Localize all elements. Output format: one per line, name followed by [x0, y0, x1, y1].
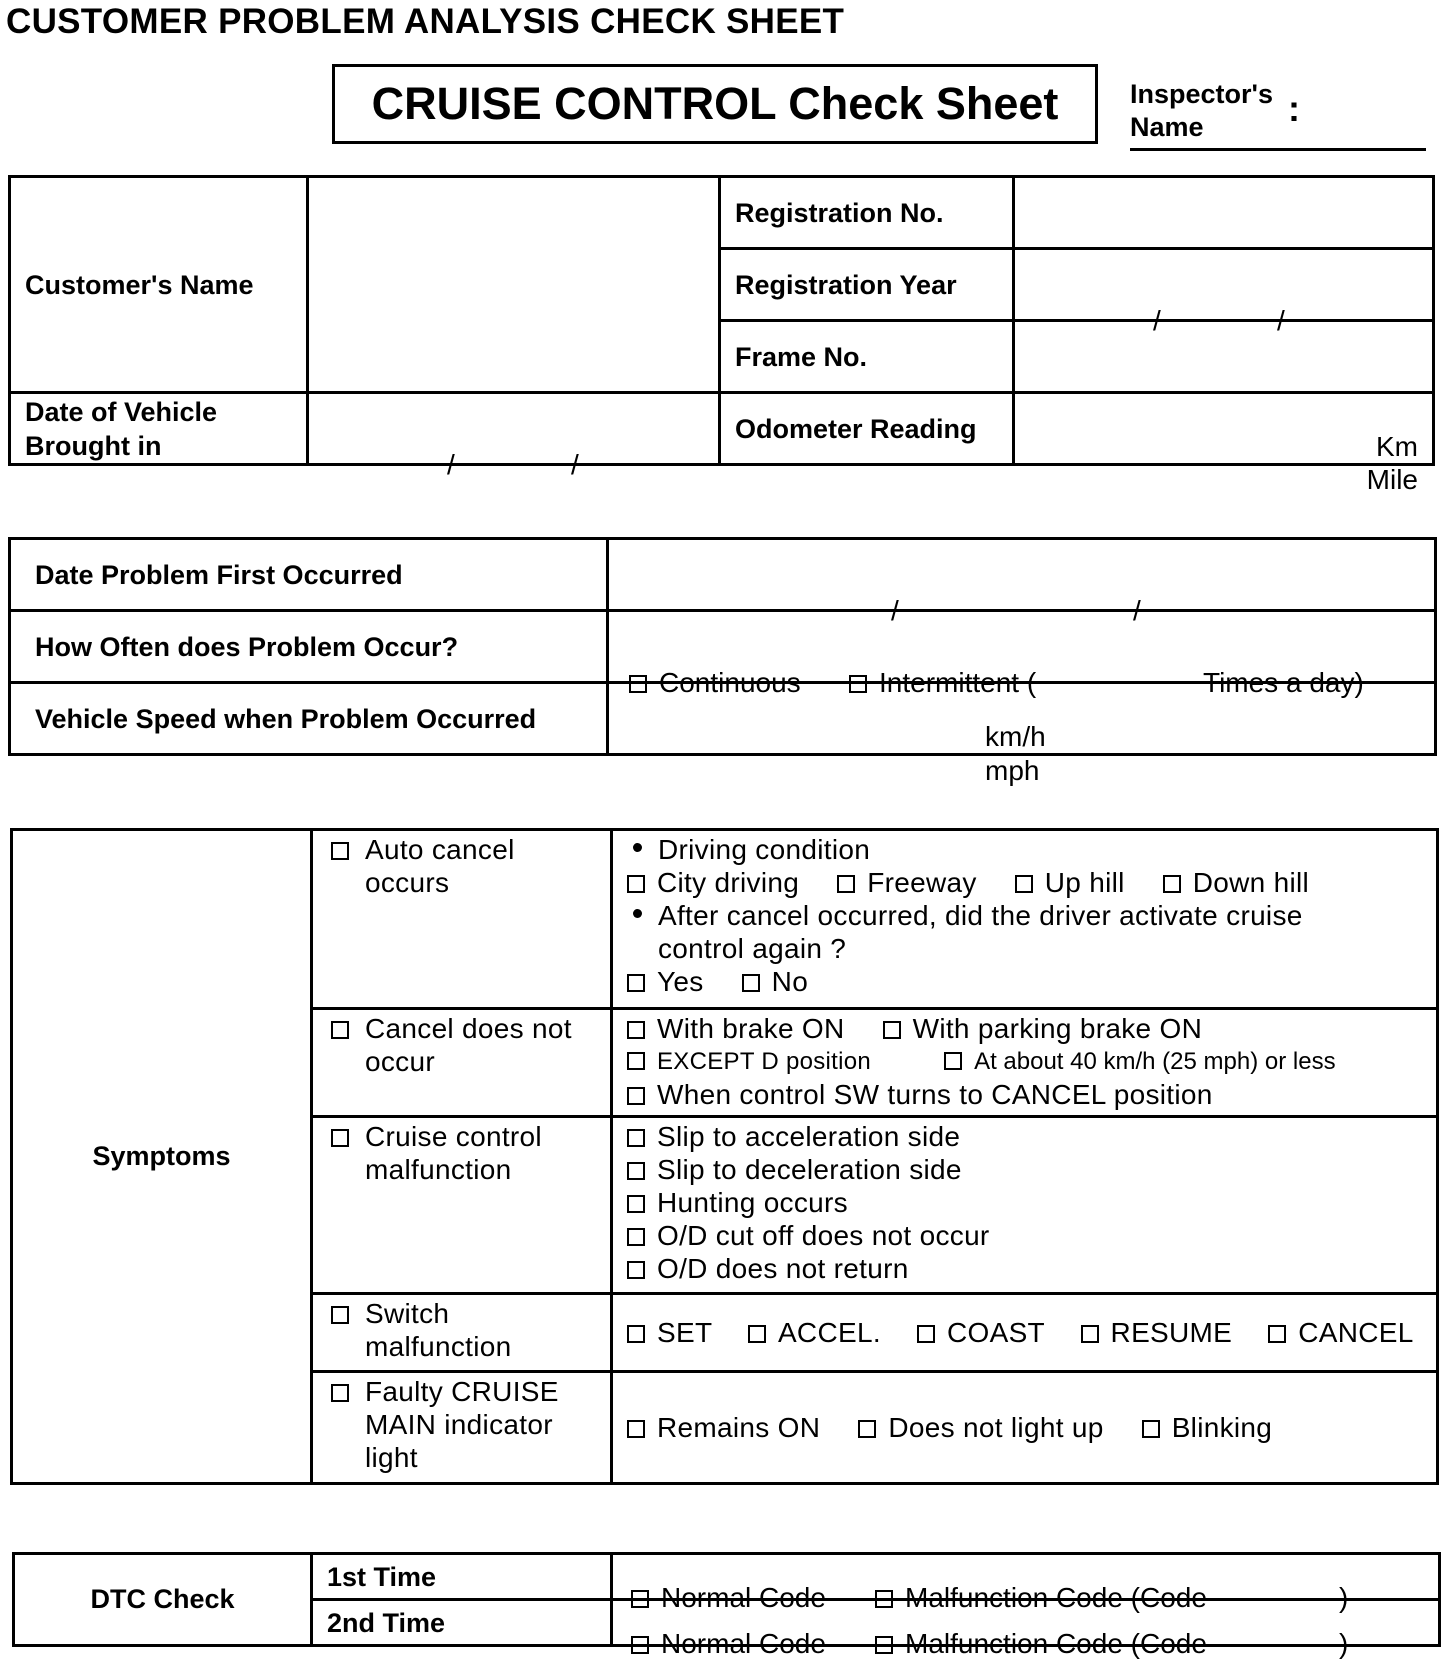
customer-name-label: Customer's Name [10, 177, 308, 393]
how-often-label: How Often does Problem Occur? [10, 611, 608, 683]
date-first-occurred-label: Date Problem First Occurred [10, 539, 608, 611]
freeway-label: Freeway [867, 867, 977, 898]
not-light-label: Does not light up [888, 1412, 1104, 1443]
checkbox-icon[interactable] [627, 1325, 645, 1343]
checkbox-icon[interactable] [627, 1261, 645, 1279]
no-label: No [771, 966, 809, 997]
vehicle-speed-label: Vehicle Speed when Problem Occurred [10, 683, 608, 755]
continuous-label: Continuous [659, 666, 801, 698]
dtc-first-time-field [612, 1554, 1440, 1613]
auto-cancel-symptom [312, 830, 612, 1009]
yes-label: Yes [657, 966, 704, 997]
except-d-option[interactable] [627, 1048, 871, 1075]
after-cancel-question-line2: control again ? [658, 933, 847, 964]
cancel-not-occur-line1: Cancel does not [365, 1013, 572, 1044]
frame-no-field[interactable] [1014, 321, 1434, 393]
cancel-not-occur-details [612, 1009, 1438, 1117]
switch-details [612, 1294, 1438, 1372]
indicator-symptom [312, 1372, 612, 1484]
malfunction-item[interactable] [627, 1252, 1436, 1285]
checkbox-icon[interactable] [742, 974, 760, 992]
switch-accel-label: ACCEL. [777, 1317, 881, 1348]
malfunction-item-label: O/D does not return [657, 1253, 909, 1284]
date-separator: / [1277, 304, 1285, 336]
down-hill-option[interactable] [1163, 867, 1309, 898]
checkbox-icon[interactable] [748, 1325, 766, 1343]
checkbox-icon[interactable] [944, 1052, 962, 1070]
date-separator: / [571, 448, 579, 480]
switch-cancel-option[interactable] [1268, 1317, 1413, 1348]
speed-unit-mph: mph [985, 754, 1040, 786]
registration-year-field[interactable] [1014, 249, 1434, 336]
remains-on-option[interactable] [627, 1412, 820, 1443]
registration-no-label: Registration No. [720, 177, 1014, 249]
cancel-not-occur-option[interactable] [313, 1010, 610, 1078]
checkbox-icon[interactable] [331, 842, 349, 860]
switch-accel-option[interactable] [748, 1317, 881, 1348]
normal-code-label: Normal Code [661, 1627, 826, 1659]
malfunction-code-option[interactable] [875, 1628, 1207, 1660]
checkbox-icon[interactable] [1163, 875, 1181, 893]
up-hill-option[interactable] [1015, 867, 1125, 898]
parking-brake-on-option[interactable] [883, 1013, 1203, 1044]
yes-option[interactable] [627, 966, 704, 997]
dtc-check-table [12, 1552, 1441, 1659]
checkbox-icon[interactable] [917, 1325, 935, 1343]
checkbox-icon[interactable] [331, 1384, 349, 1402]
cancel-not-occur-line2: occur [365, 1046, 435, 1077]
malfunction-item-label: Slip to acceleration side [657, 1121, 961, 1152]
driving-condition-label: Driving condition [658, 834, 871, 865]
checkbox-icon[interactable] [627, 1420, 645, 1438]
checkbox-icon[interactable] [627, 1052, 645, 1070]
cancel-position-label: When control SW turns to CANCEL position [657, 1079, 1213, 1110]
odometer-unit-km: Km [1376, 430, 1418, 462]
auto-cancel-option[interactable] [313, 831, 610, 899]
vehicle-info-table [8, 175, 1435, 495]
checkbox-icon[interactable] [627, 1228, 645, 1246]
speed-unit-kmh: km/h [985, 720, 1046, 752]
malfunction-option[interactable] [313, 1118, 610, 1186]
checkbox-icon[interactable] [627, 875, 645, 893]
auto-cancel-line1: Auto cancel [365, 834, 515, 865]
switch-set-label: SET [657, 1317, 712, 1348]
inspector-label-line1: Inspector's [1130, 79, 1273, 109]
indicator-details [612, 1372, 1438, 1484]
up-hill-label: Up hill [1044, 867, 1125, 898]
down-hill-label: Down hill [1192, 867, 1310, 898]
indicator-line2: MAIN indicator [365, 1409, 553, 1440]
checkbox-icon[interactable] [875, 1636, 893, 1654]
bullet-icon [633, 909, 642, 918]
indicator-option[interactable] [313, 1373, 610, 1474]
malfunction-line1: Cruise control [365, 1121, 542, 1152]
checkbox-icon[interactable] [627, 1021, 645, 1039]
malfunction-details [612, 1117, 1438, 1294]
after-cancel-question-line1: After cancel occurred, did the driver activate cruise [658, 900, 1303, 931]
malfunction-symptom [312, 1117, 612, 1294]
malfunction-item[interactable] [627, 1120, 1436, 1153]
checkbox-icon[interactable] [631, 1636, 649, 1654]
blinking-label: Blinking [1171, 1412, 1273, 1443]
brake-on-label: With brake ON [657, 1013, 845, 1044]
cancel-position-option[interactable] [627, 1079, 1213, 1110]
inspector-name-label [1130, 78, 1273, 144]
blinking-option[interactable] [1142, 1412, 1272, 1443]
odometer-field[interactable] [1014, 393, 1434, 495]
checkbox-icon[interactable] [883, 1021, 901, 1039]
malfunction-line2: malfunction [365, 1154, 512, 1185]
date-separator: / [1153, 304, 1161, 336]
switch-resume-label: RESUME [1110, 1317, 1233, 1348]
customer-name-field[interactable] [308, 177, 720, 393]
checkbox-icon[interactable] [1142, 1420, 1160, 1438]
switch-symptom [312, 1294, 612, 1372]
inspector-name-field[interactable] [1130, 148, 1426, 151]
checkbox-icon[interactable] [629, 675, 647, 693]
checkbox-icon[interactable] [1015, 875, 1033, 893]
bullet-icon [633, 843, 642, 852]
remains-on-label: Remains ON [657, 1412, 821, 1443]
checkbox-icon[interactable] [1081, 1325, 1099, 1343]
inspector-label-line2: Name [1130, 112, 1204, 142]
checkbox-icon[interactable] [849, 675, 867, 693]
times-a-day-label: Times a day) [1203, 666, 1364, 698]
checkbox-icon[interactable] [1268, 1325, 1286, 1343]
dtc-second-time-label: 2nd Time [312, 1600, 612, 1646]
problem-occurrence-table [8, 537, 1437, 786]
checkbox-icon[interactable] [331, 1129, 349, 1147]
switch-coast-label: COAST [947, 1317, 1045, 1348]
brake-on-option[interactable] [627, 1013, 845, 1044]
except-d-label: EXCEPT D position [657, 1048, 872, 1075]
cancel-not-occur-symptom [312, 1009, 612, 1117]
inspector-colon: : [1288, 88, 1300, 129]
malfunction-item-label: Hunting occurs [657, 1187, 848, 1218]
malfunction-code-label: Malfunction Code (Code [905, 1581, 1207, 1613]
malfunction-code-option[interactable] [875, 1582, 1207, 1614]
no-option[interactable] [742, 966, 808, 997]
checkbox-icon[interactable] [627, 1195, 645, 1213]
city-driving-label: City driving [657, 867, 800, 898]
normal-code-label: Normal Code [661, 1581, 826, 1613]
switch-line1: Switch [365, 1298, 450, 1329]
malfunction-item[interactable] [627, 1219, 1436, 1252]
checkbox-icon[interactable] [331, 1021, 349, 1039]
freeway-option[interactable] [837, 867, 976, 898]
symptoms-label: Symptoms [12, 830, 312, 1484]
how-often-field [608, 611, 1436, 698]
date-brought-in-field[interactable] [308, 393, 720, 480]
auto-cancel-details [612, 830, 1438, 1009]
malfunction-item-label: O/D cut off does not occur [657, 1220, 990, 1251]
date-brought-in-line2: Brought in [25, 430, 162, 461]
checkbox-icon[interactable] [837, 875, 855, 893]
normal-code-option[interactable] [631, 1582, 826, 1614]
checkbox-icon[interactable] [331, 1306, 349, 1324]
normal-code-option[interactable] [631, 1628, 826, 1660]
sheet-title: CRUISE CONTROL Check Sheet [332, 64, 1098, 144]
dtc-first-time-label: 1st Time [312, 1554, 612, 1600]
switch-line2: malfunction [365, 1331, 512, 1362]
not-light-option[interactable] [858, 1412, 1103, 1443]
date-brought-in-line1: Date of Vehicle [25, 396, 218, 427]
checkbox-icon[interactable] [858, 1420, 876, 1438]
dtc-check-label: DTC Check [14, 1554, 312, 1646]
date-first-occurred-field[interactable] [608, 539, 1436, 626]
at-40-label: At about 40 km/h (25 mph) or less [974, 1048, 1336, 1075]
malfunction-item[interactable] [627, 1153, 1436, 1186]
parking-brake-on-label: With parking brake ON [912, 1013, 1203, 1044]
checkbox-icon[interactable] [631, 1590, 649, 1608]
malfunction-item-label: Slip to deceleration side [657, 1154, 962, 1185]
checkbox-icon[interactable] [627, 1129, 645, 1147]
odometer-unit-mile: Mile [1366, 463, 1418, 495]
checkbox-icon[interactable] [627, 1162, 645, 1180]
auto-cancel-line2: occurs [365, 867, 450, 898]
registration-no-field[interactable] [1014, 177, 1434, 249]
registration-year-label: Registration Year [720, 249, 1014, 321]
intermittent-option[interactable] [849, 667, 1036, 699]
date-brought-in-label [10, 393, 308, 465]
switch-set-option[interactable] [627, 1317, 712, 1348]
city-driving-option[interactable] [627, 867, 799, 898]
switch-resume-option[interactable] [1081, 1317, 1233, 1348]
malfunction-code-label: Malfunction Code (Code [905, 1627, 1207, 1659]
switch-malfunction-option[interactable] [313, 1295, 610, 1363]
checkbox-icon[interactable] [627, 974, 645, 992]
indicator-line3: light [365, 1442, 418, 1473]
frame-no-label: Frame No. [720, 321, 1014, 393]
switch-cancel-label: CANCEL [1298, 1317, 1414, 1348]
close-paren: ) [1339, 1581, 1349, 1613]
date-separator: / [447, 448, 455, 480]
symptoms-table [10, 828, 1439, 1485]
date-separator: / [891, 594, 899, 626]
intermittent-label: Intermittent ( [879, 666, 1037, 698]
malfunction-item[interactable] [627, 1186, 1436, 1219]
at-40-option[interactable] [944, 1048, 1336, 1075]
checkbox-icon[interactable] [875, 1590, 893, 1608]
checkbox-icon[interactable] [627, 1087, 645, 1105]
close-paren: ) [1339, 1627, 1349, 1659]
date-separator: / [1133, 594, 1141, 626]
continuous-option[interactable] [629, 667, 801, 699]
odometer-label: Odometer Reading [720, 393, 1014, 465]
switch-coast-option[interactable] [917, 1317, 1044, 1348]
indicator-line1: Faulty CRUISE [365, 1376, 559, 1407]
page-heading: CUSTOMER PROBLEM ANALYSIS CHECK SHEET [6, 2, 845, 41]
